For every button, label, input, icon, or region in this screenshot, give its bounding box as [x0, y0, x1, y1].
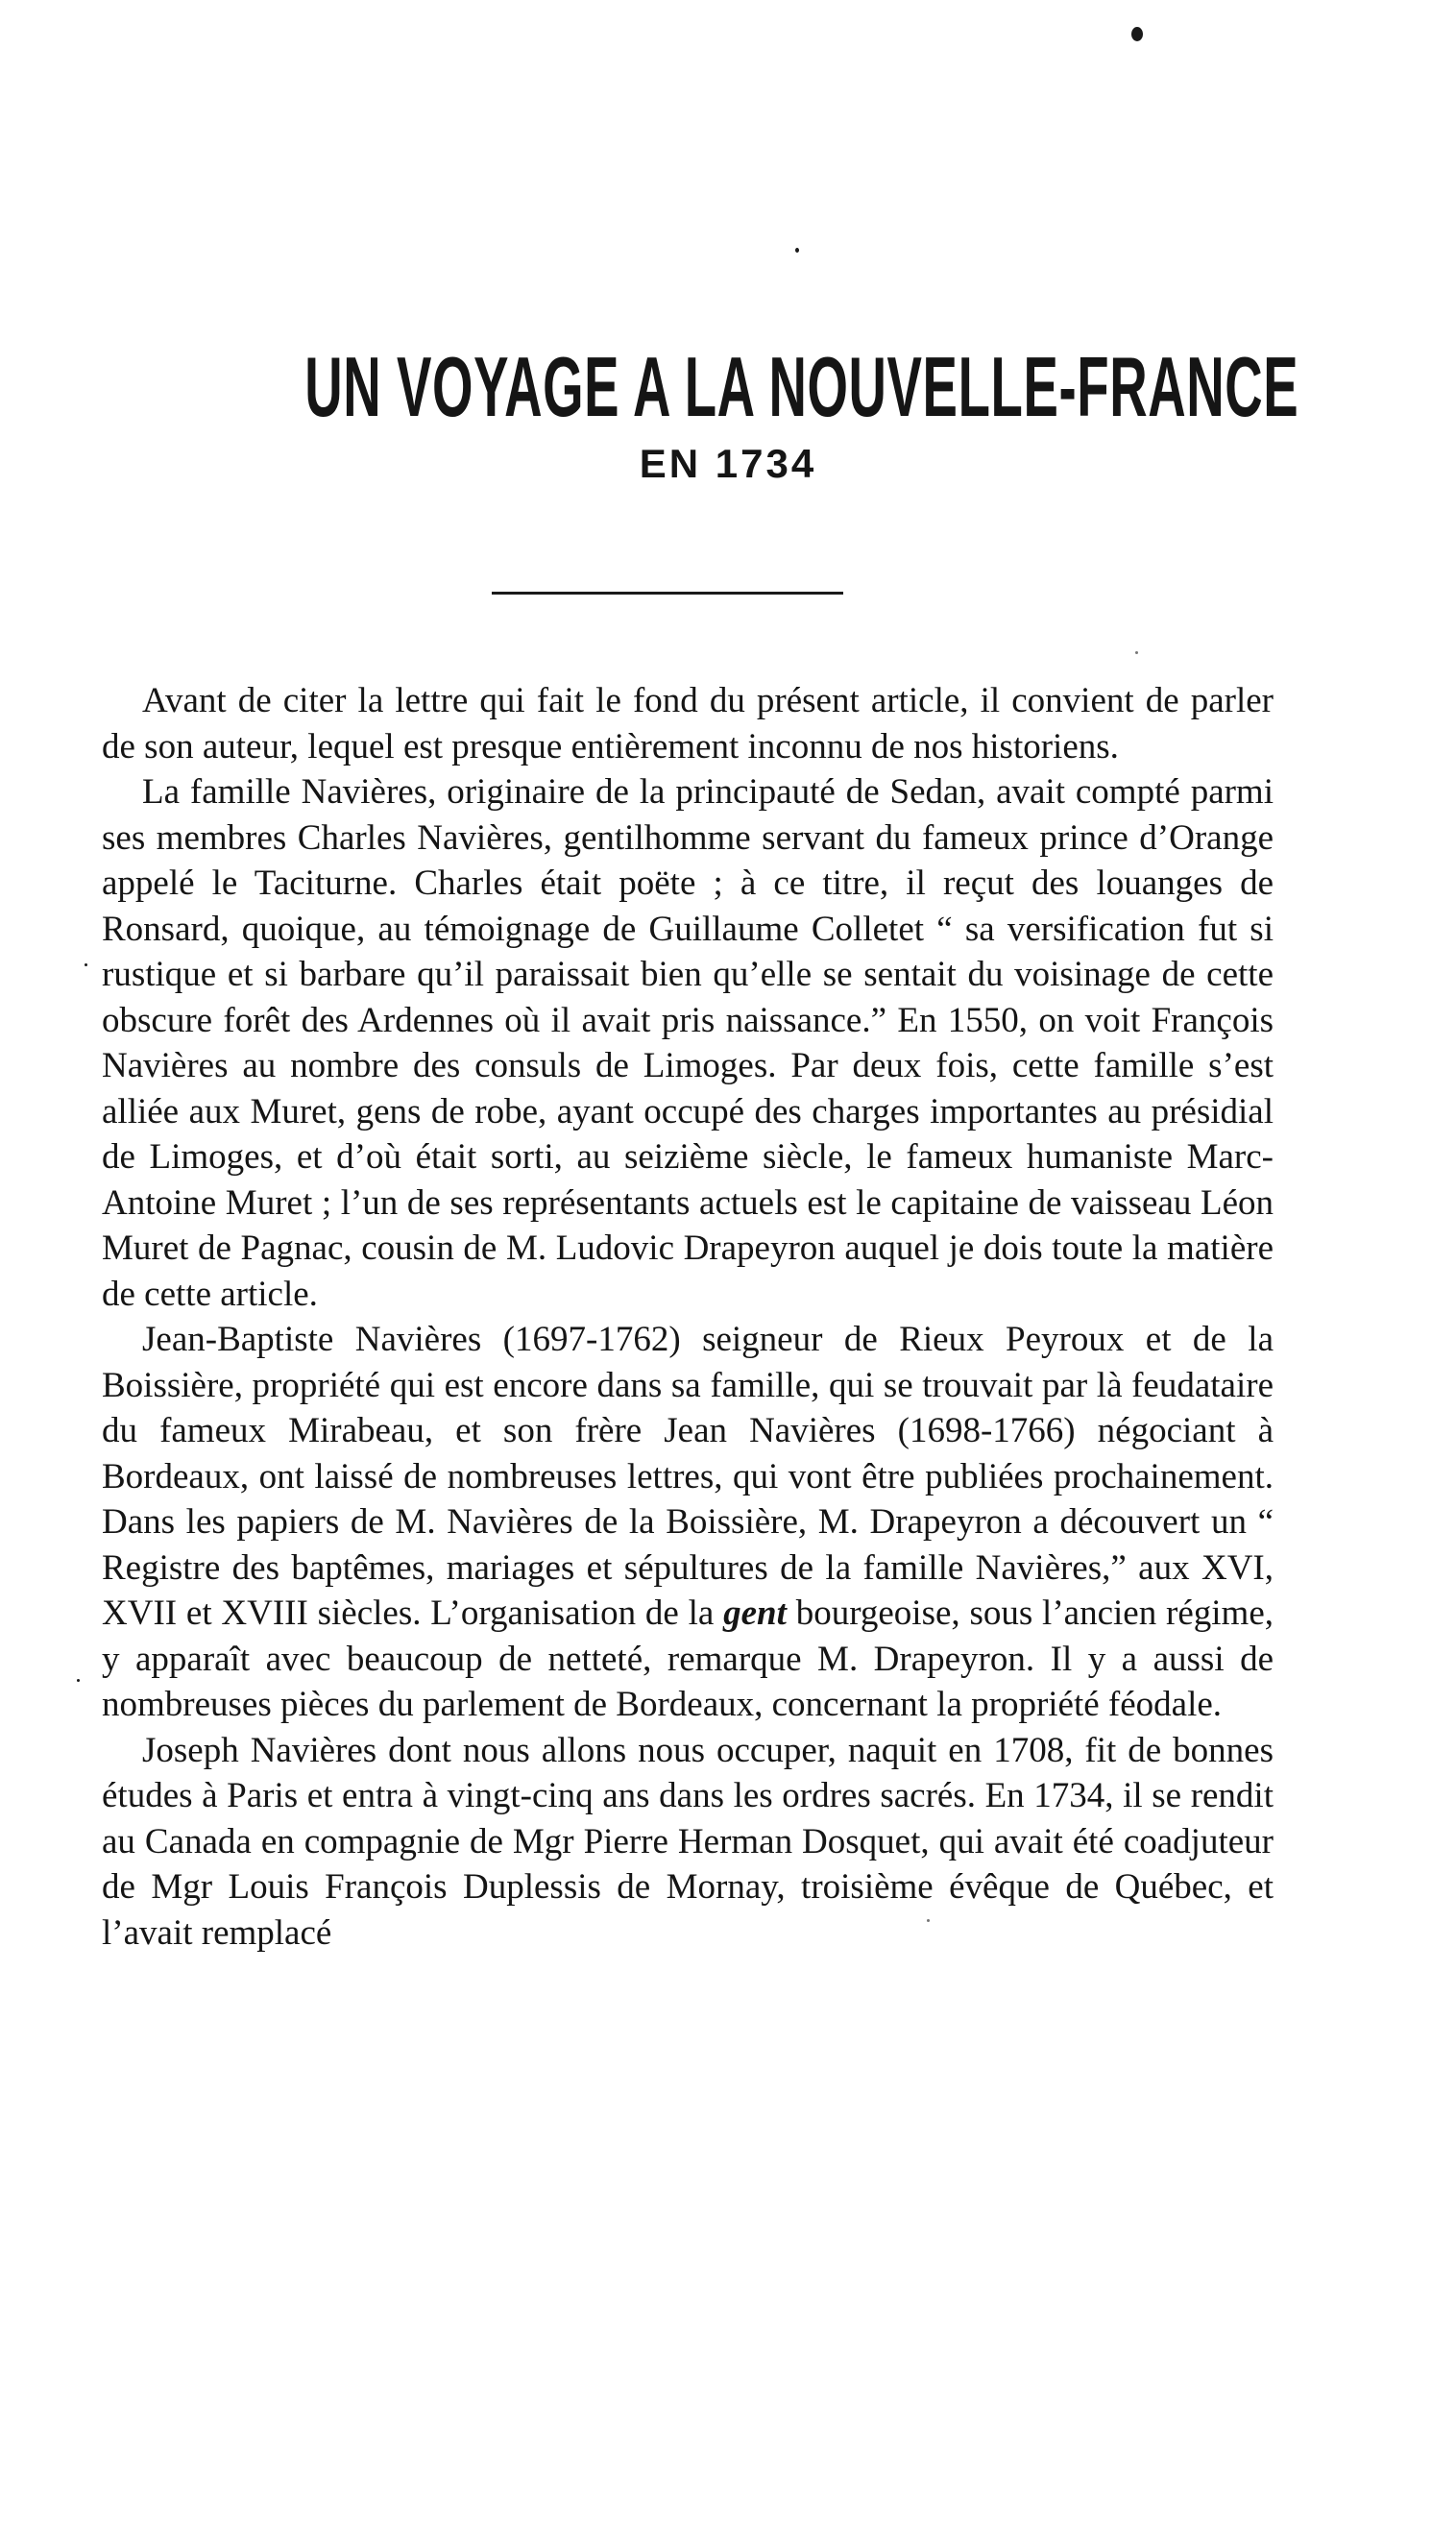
paragraph-3-text-after: bourgeoise, sous l’ancien régime, y apparaît avec beaucoup de netteté, remarque M. Drapeyron. Il y a aussi de nombreuses pièces du parlement de Bordeaux, concernant la propriété féodale.	[102, 1593, 1274, 1724]
paragraph-4: Joseph Navières dont nous allons nous occuper, naquit en 1708, fit de bonnes études à Paris et entra à vingt-cinq ans dans les ordres sacrés. En 1734, il se rendit au Canada en compagnie de Mgr Pierre Herman Dosquet, qui avait été coadjuteur de Mgr Louis François Duplessis de Mornay, troisième évêque de Québec, et l’avait remplacé	[102, 1730, 1274, 1953]
ink-speck	[795, 248, 799, 253]
paragraph-3-italic-word: gent	[723, 1593, 787, 1633]
paragraph-1: Avant de citer la lettre qui fait le fond du présent article, il convient de parler de son auteur, lequel est presque entièrement inconnu de nos historiens.	[102, 681, 1274, 766]
ink-speck	[85, 963, 87, 966]
article-subtitle: EN 1734	[639, 441, 817, 486]
title-divider-rule	[492, 592, 843, 595]
article-body	[102, 678, 1274, 1956]
article-title	[0, 338, 1456, 434]
ink-speck	[1135, 651, 1138, 654]
ink-speck	[77, 1679, 80, 1682]
paragraph-3-text-before: Jean-Baptiste Navières (1697-1762) seigneur de Rieux Peyroux et de la Boissière, propriété qui est encore dans sa famille, qui se trouvait par là feudataire du fameux Mirabeau, et son frère Jean Navières (1698-1766) négociant à Bordeaux, ont laissé de nombreuses lettres, qui vont être publiées prochainement. Dans les papiers de M. Navières de la Boissière, M. Drapeyron a découvert un “ Registre des baptêmes, mariages et sépultures de la famille Navières,” aux XVI, XVII et XVIII siècles. L’organisation de la	[102, 1320, 1274, 1633]
article-title-text: UN VOYAGE A LA NOUVELLE-FRANCE	[304, 338, 1299, 434]
ink-speck	[1131, 27, 1143, 41]
paragraph-2: La famille Navières, originaire de la principauté de Sedan, avait compté parmi ses membres Charles Navières, gentilhomme servant du fameux prince d’Orange appelé le Taciturne. Charles était poëte ; à ce titre, il reçut des louanges de Ronsard, quoique, au témoignage de Guillaume Colletet “ sa versification fut si rustique et si barbare qu’il paraissait bien qu’elle se sentait du voisinage de cette obscure forêt des Ardennes où il avait pris naissance.” En 1550, on voit François Navières au nombre des consuls de Limoges. Par deux fois, cette famille s’est alliée aux Muret, gens de robe, ayant occupé des charges importantes au présidial de Limoges, et d’où était sorti, au seizième siècle, le fameux humaniste Marc-Antoine Muret ; l’un de ses représentants actuels est le capitaine de vaisseau Léon Muret de Pagnac, cousin de M. Ludovic Drapeyron auquel je dois toute la matière de cette article.	[102, 772, 1274, 1314]
paragraph-3	[102, 1317, 1274, 1728]
